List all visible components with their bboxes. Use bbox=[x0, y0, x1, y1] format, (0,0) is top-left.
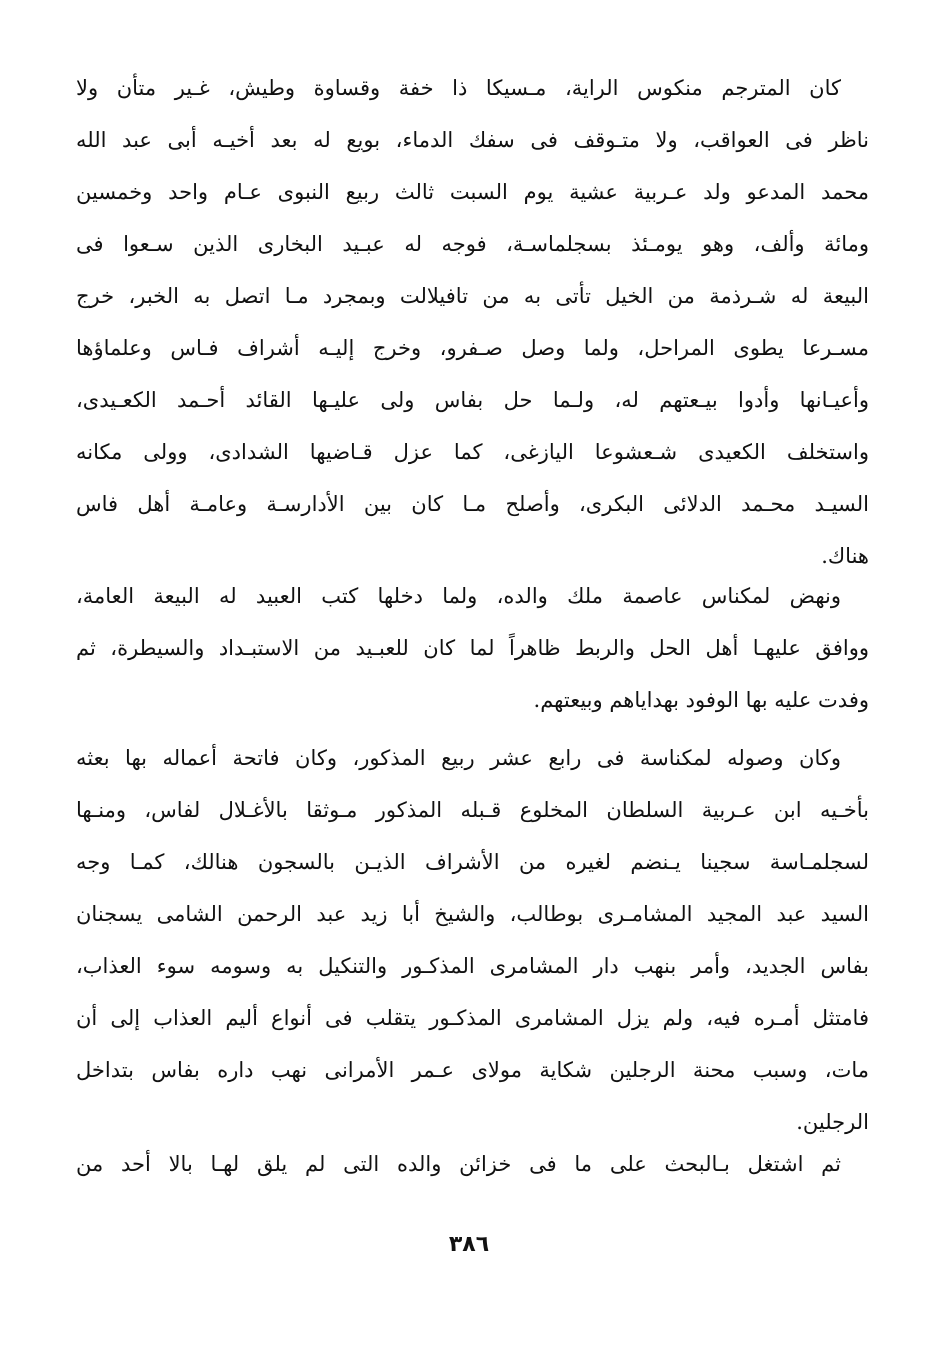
text-line: هناك. bbox=[821, 544, 869, 568]
paragraph bbox=[76, 570, 869, 726]
text-line: بفاس الجديد، وأمر بنهب دار المشامرى المذكـور والتنكيل به وسومه سوء العذاب، bbox=[76, 954, 869, 978]
text-line: ونهض لمكناس عاصمة ملك والده، ولما دخلها كتب العبيد له البيعة العامة، bbox=[76, 584, 841, 608]
text-line: فامتثل أمـره فيه، ولم يزل المشامرى المذكـور يتقلب فى أنواع أليم العذاب إلى أن bbox=[76, 1006, 869, 1030]
text-line: مسـرعا يطوى المراحل، ولما وصل صـفرو، وخرج إليـه أشراف فـاس وعلماؤها bbox=[76, 336, 869, 360]
paragraph bbox=[76, 732, 869, 1148]
text-line: ومائة وألف، وهو يومـئذ بسجلماسـة، فوجه له عبـيد البخارى الذين سـعوا فى bbox=[76, 232, 869, 256]
paragraph bbox=[76, 62, 869, 582]
text-line: وكان وصوله لمكناسة فى رابع عشر ربيع المذكور، وكان فاتحة أعماله بها بعثه bbox=[76, 746, 841, 770]
text-line: مات، وسبب محنة الرجلين شكاية مولاى عـمر الأمرانى نهب داره بفاس بتداخل bbox=[76, 1058, 869, 1082]
text-line: وفدت عليه بها الوفود بهداياهم وبيعتهم. bbox=[533, 688, 869, 712]
text-line: وأعيـانها وأدوا بيـعتهم له، ولـما حل بفاس ولى عليـها القائد أحـمد الكعـيدى، bbox=[76, 388, 869, 412]
text-line: ووافق عليهـا أهل الحل والربط ظاهراً لما كان للعبـيد من الاستبـداد والسيطرة، ثم bbox=[76, 636, 869, 660]
text-line: ثم اشتغل بـالبحث على ما فى خزائن والده التى لم يلق لهـا بالا أحد من bbox=[76, 1152, 841, 1176]
text-line: كان المترجم منكوس الراية، مـسيكا ذا خفة وقساوة وطيش، غـير متأن ولا bbox=[76, 76, 841, 100]
page-number: ٣٨٦ bbox=[448, 1232, 490, 1257]
text-line: بأخـيه ابن عـربية السلطان المخلوع قـبله المذكور مـوثقا بالأغـلال لفاس، ومنـها bbox=[76, 798, 869, 822]
text-line: محمد المدعو ولد عـربية عشية يوم السبت ثالث ربيع النبوى عـام واحد وخمسين bbox=[76, 180, 869, 204]
text-line: السيـد محـمد الدلائى البكرى، وأصلح مـا كان بين الأدارسـة وعامـة أهل فاس bbox=[76, 492, 869, 516]
paragraph bbox=[76, 1138, 869, 1190]
text-line: الرجلين. bbox=[796, 1110, 869, 1134]
text-line: السيد عبد المجيد المشامـرى بوطالب، والشيخ أبا زيد عبد الرحمن الشامى يسجنان bbox=[76, 902, 869, 926]
text-line: واستخلف الكعيدى شـعشوعا اليازغى، كما عزل قـاضيها الشدادى، وولى مكانه bbox=[76, 440, 869, 464]
text-line: ناظر فى العواقب، ولا متـوقف فى سفك الدماء، بويع له بعد أخيـه أبى عبد الله bbox=[76, 128, 869, 152]
text-line: لسجلمـاسة سجينا يـنضم لغيره من الأشراف الذيـن بالسجون هنالك، كمـا وجه bbox=[76, 850, 869, 874]
text-line: البيعة له شـرذمة من الخيل تأتى به من تافيلالت وبمجرد مـا اتصل به الخبر، خرج bbox=[76, 284, 869, 308]
